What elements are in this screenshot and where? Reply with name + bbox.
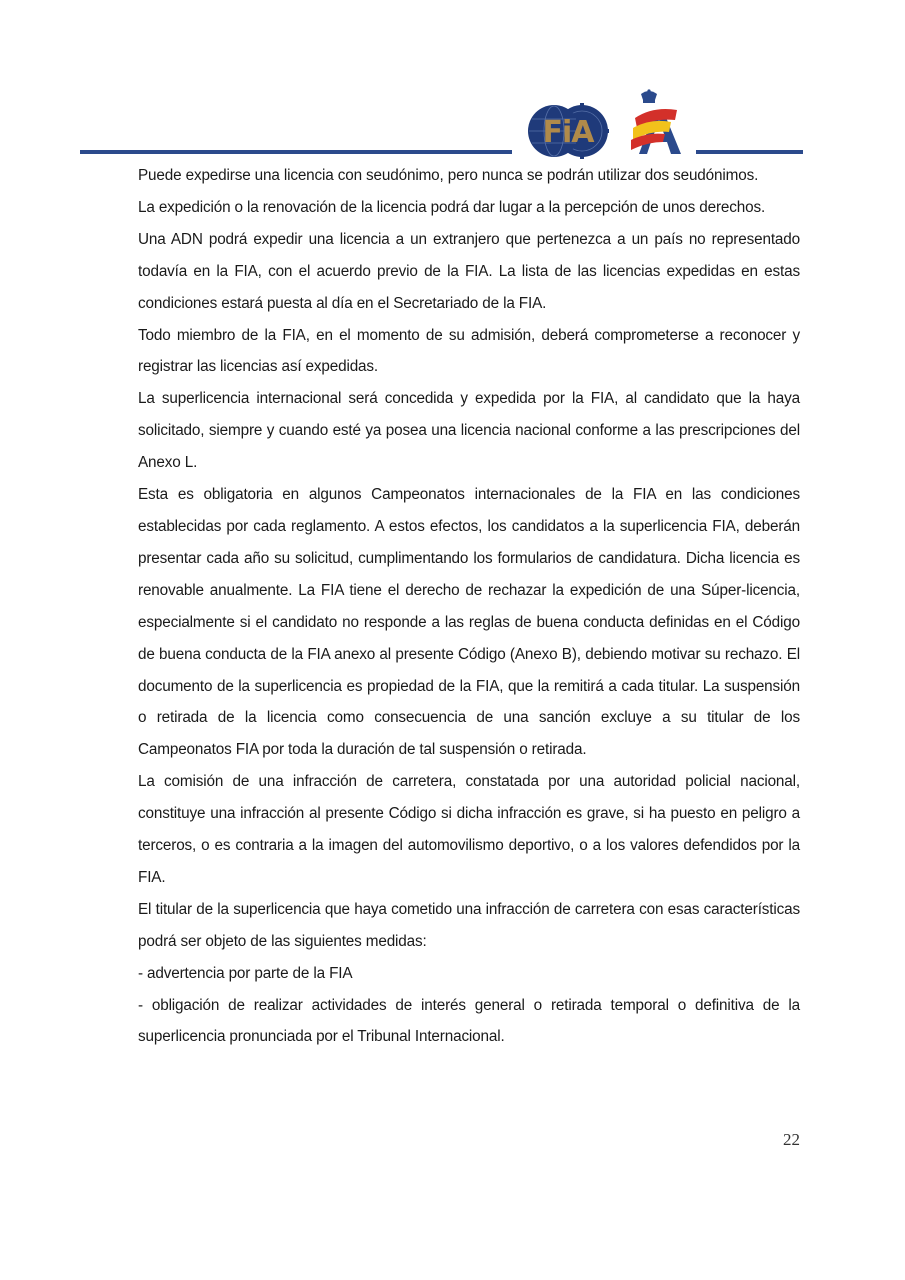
rfeda-logo-icon xyxy=(625,88,689,156)
paragraph-pseudonym: Puede expedirse una licencia con seudónimo, pero nunca se podrán utilizar dos seudónimos. xyxy=(138,167,759,184)
list-item-warning: - advertencia por parte de la FIA xyxy=(138,964,353,982)
paragraph-superlicense-obligation: Esta es obligatoria en algunos Campeonatos internacionales de la FIA en las condiciones establecidas por cada reglamento. A estos efectos, los candidatos a la superlicencia FIA, deberán presentar cada año su solicitud, cumplimentando los formularios de candidatura. Dicha licencia es renovable anualmente. La FIA tiene el derecho de rechazar la expedición de una Súper-licencia, especialmente si el candidato no responde a las reglas de buena conducta definidas en el Código de buena conducta de la FIA anexo al presente Código (Anexo B), debiendo motivar su rechazo. El documento de la superlicencia es propiedad de la FIA, que la remitirá a cada titular. La suspensión o retirada de la licencia como consecuencia de una sanción excluye a su titular de los Campeonatos FIA por toda la duración de tal suspensión o retirada. xyxy=(138,486,800,759)
header-rule-left xyxy=(80,150,512,154)
page-header xyxy=(0,0,905,170)
paragraph-member-recognition: Todo miembro de la FIA, en el momento de su admisión, deberá comprometerse a reconocer y registrar las licencias así expedidas. xyxy=(138,326,800,376)
paragraph-superlicense-granting: La superlicencia internacional será concedida y expedida por la FIA, al candidato que la haya solicitado, siempre y cuando esté ya posea una licencia nacional conforme a las prescripciones del Anexo L. xyxy=(138,390,800,472)
paragraph-renewal-fees: La expedición o la renovación de la licencia podrá dar lugar a la percepción de unos derechos. xyxy=(138,198,766,216)
page-number: 22 xyxy=(783,1130,800,1149)
paragraph-foreign-license: Una ADN podrá expedir una licencia a un extranjero que pertenezca a un país no representado todavía en la FIA, con el acuerdo previo de la FIA. La lista de las licencias expedidas en estas condiciones estará puesta al día en el Secretariado de la FIA. xyxy=(138,230,800,312)
header-rule-right xyxy=(696,150,803,154)
fia-logo-icon xyxy=(527,103,609,159)
document-body xyxy=(138,160,800,1053)
list-item-obligation: - obligación de realizar actividades de interés general o retirada temporal o definitiva de la superlicencia pronunciada por el Tribunal Internacional. xyxy=(138,996,800,1046)
paragraph-holder-measures: El titular de la superlicencia que haya cometido una infracción de carretera con esas características podrá ser objeto de las siguientes medidas: xyxy=(138,900,800,950)
svg-text:FiA: FiA xyxy=(542,115,594,150)
paragraph-road-infraction: La comisión de una infracción de carretera, constatada por una autoridad policial nacional, constituye una infracción al presente Código si dicha infracción es grave, si ha puesto en peligro a terceros, o es contraria a la imagen del automovilismo deportivo, o a los valores defendidos por la FIA. xyxy=(138,773,800,886)
